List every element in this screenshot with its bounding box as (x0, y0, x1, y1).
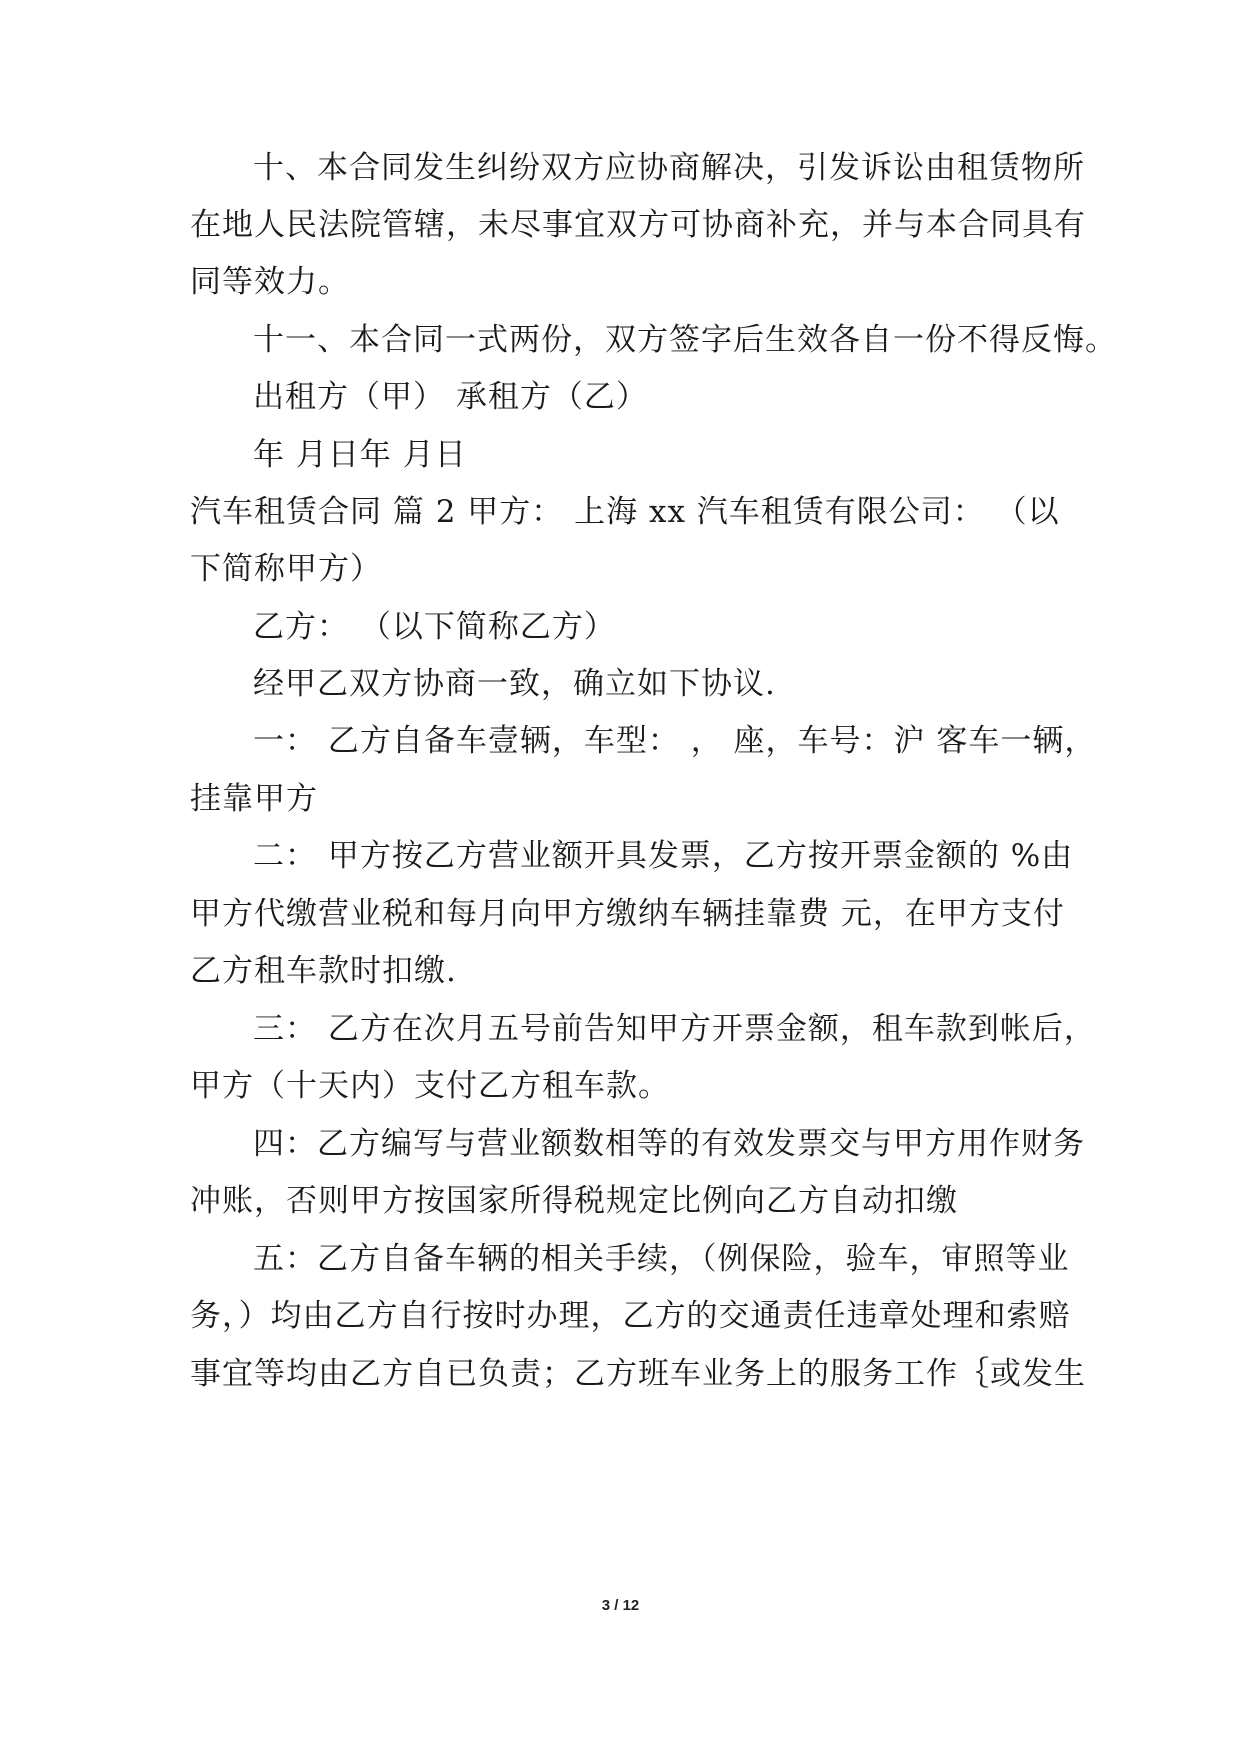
term-2-line-2: 甲方代缴营业税和每月向甲方缴纳车辆挂靠费 元，在甲方支付 (190, 896, 1065, 932)
term-3-line-1: 三： 乙方在次月五号前告知甲方开票金额，租车款到帐后， (253, 1011, 1096, 1047)
clause-10-line-2: 在地人民法院管辖，未尽事宜双方可协商补充，并与本合同具有 (190, 207, 1086, 243)
term-5-line-1: 五：乙方自备车辆的相关手续，（例保险，验车，审照等业 (253, 1241, 1070, 1277)
term-5-line-2: 务，）均由乙方自行按时办理，乙方的交通责任违章处理和索赔 (190, 1298, 1071, 1334)
term-4-line-2: 冲账，否则甲方按国家所得税规定比例向乙方自动扣缴 (190, 1183, 958, 1219)
clause-10-line-1: 十、本合同发生纠纷双方应协商解决，引发诉讼由租赁物所 (253, 150, 1085, 186)
party-b: 乙方： （以下简称乙方） (253, 609, 616, 645)
term-4-line-1: 四：乙方编写与营业额数相等的有效发票交与甲方用作财务 (253, 1126, 1085, 1162)
term-2-line-3: 乙方租车款时扣缴. (190, 953, 457, 989)
clause-11: 十一、本合同一式两份，双方签字后生效各自一份不得反悔。 (253, 322, 1117, 358)
page-number: 3 / 12 (601, 1597, 640, 1614)
term-2-line-1: 二： 甲方按乙方营业额开具发票，乙方按开票金额的 %由 (253, 838, 1074, 874)
signature-dates: 年 月日年 月日 (253, 437, 467, 473)
term-5-line-3: 事宜等均由乙方自已负责；乙方班车业务上的服务工作｛或发生 (190, 1356, 1086, 1392)
contract-2-heading: 汽车租赁合同 篇 2 甲方： 上海 xx 汽车租赁有限公司： （以 (190, 494, 1060, 530)
term-3-line-2: 甲方（十天内）支付乙方租车款。 (190, 1068, 670, 1104)
agreement-intro: 经甲乙双方协商一致，确立如下协议. (253, 666, 776, 702)
term-1-line-1: 一： 乙方自备车壹辆，车型： ， 座，车号：沪 客车一辆， (253, 723, 1097, 759)
clause-10-line-3: 同等效力。 (190, 264, 350, 300)
contract-2-heading-cont: 下简称甲方） (190, 551, 382, 587)
term-1-line-2: 挂靠甲方 (190, 781, 318, 817)
signature-parties: 出租方（甲） 承租方（乙） (253, 379, 648, 415)
